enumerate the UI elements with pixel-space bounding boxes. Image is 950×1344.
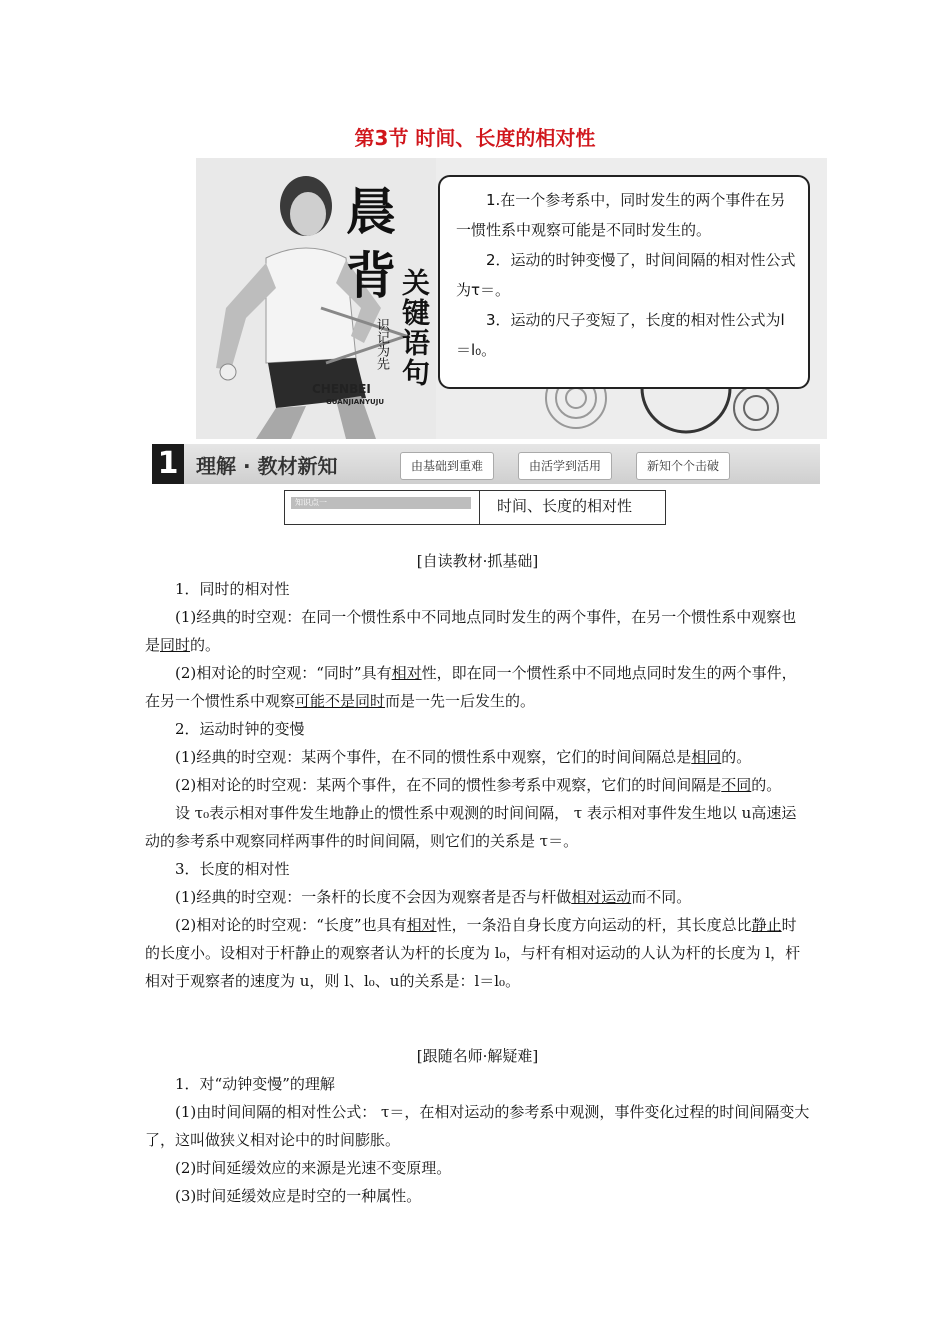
key-point-3: 3．运动的尺子变短了，长度的相对性公式为l＝l₀。 — [456, 311, 785, 359]
fill-answer: 同时 — [160, 636, 191, 654]
knowledge-box-divider — [479, 491, 480, 524]
section-number: 1 — [152, 444, 184, 484]
text: 的。 — [751, 776, 782, 794]
fill-answer: 相对 — [406, 916, 437, 934]
text: (2)相对论的时空观：某两个事件，在不同的惯性参考系中观察，它们的时间间隔是 — [175, 776, 722, 794]
fill-answer: 不同 — [721, 776, 752, 794]
key-points-box — [438, 175, 810, 389]
text: 而不同。 — [631, 888, 692, 906]
subsection-title: 1．同时的相对性 — [175, 580, 290, 598]
self-reading-section — [145, 547, 810, 995]
memorize-first-label: 识记为先 — [374, 318, 389, 370]
key-point-2: 2．运动的时钟变慢了，时间间隔的相对性公式为τ＝。 — [456, 251, 796, 299]
fill-answer: 相同 — [691, 748, 722, 766]
paragraph: (2)时间延缓效应的来源是光速不变原理。 — [175, 1159, 452, 1177]
morning-recitation-banner — [196, 158, 827, 439]
text: 的。 — [721, 748, 752, 766]
section-header-bar — [152, 444, 820, 484]
teacher-guidance-section — [145, 1042, 810, 1210]
paragraph — [145, 911, 810, 995]
key-sentences-label: 关键语句 — [398, 268, 431, 388]
big-char-chen: 晨 — [346, 183, 396, 241]
text: (1)经典的时空观：某两个事件，在不同的惯性系中观察，它们的时间间隔总是 — [175, 748, 692, 766]
text: 时的长度小。设相对于杆静止的观察者认为杆的长度为 l₀，与杆有相对运动的人认为杆的长度为 l，杆相对于观察者的速度为 u，则 l、l₀、u的关系是：l＝l₀。 — [145, 916, 801, 990]
fill-answer: 静止 — [751, 916, 782, 934]
paragraph — [145, 883, 810, 911]
text: (1)经典的时空观：一条杆的长度不会因为观察者是否与杆做 — [175, 888, 572, 906]
subsection-title: 2．运动时钟的变慢 — [175, 720, 305, 738]
self-reading-heading: [自读教材·抓基础] — [416, 552, 539, 570]
knowledge-point-box — [284, 490, 666, 525]
learn-to-apply-button[interactable]: 由活学到活用 — [518, 452, 612, 480]
text: (2)相对论的时空观：“同时”具有 — [175, 664, 392, 682]
subsection-title: 1．对“动钟变慢”的理解 — [175, 1075, 335, 1093]
paragraph — [145, 659, 810, 715]
paragraph — [145, 771, 810, 799]
chenbei-label: CHENBEI — [312, 382, 371, 396]
section-title: 理解 · 教材新知 — [196, 454, 338, 478]
break-through-button[interactable]: 新知个个击破 — [636, 452, 730, 480]
page-title: 第3节 时间、长度的相对性 — [354, 126, 596, 150]
fill-answer: 相对 — [391, 664, 422, 682]
knowledge-point-tag: 知识点一 — [291, 497, 471, 509]
paragraph: (3)时间延缓效应是时空的一种属性。 — [175, 1187, 422, 1205]
text: 性，一条沿自身长度方向运动的杆，其长度总比 — [436, 916, 752, 934]
teacher-guidance-heading: [跟随名师·解疑难] — [416, 1047, 539, 1065]
paragraph: 设 τ₀表示相对事件发生地静止的惯性系中观测的时间间隔， τ 表示相对事件发生地以 u高速运动的参考系中观察同样两事件的时间间隔，则它们的关系是 τ＝。 — [145, 804, 797, 850]
key-point-1: 1.在一个参考系中，同时发生的两个事件在另一惯性系中观察可能是不同时发生的。 — [456, 191, 786, 239]
text: 的。 — [190, 636, 221, 654]
text: 而是一先一后发生的。 — [385, 692, 536, 710]
text: 性，即在同一个惯性系中不同地点同时发生的两个事件，在另一个惯性系中观察 — [145, 664, 797, 710]
big-char-bei: 背 — [346, 247, 396, 305]
text: (1)经典的时空观：在同一个惯性系中不同地点同时发生的两个事件，在另一个惯性系中观察也是 — [145, 608, 797, 654]
guanjianyuju-label: GUANJIANYUJU — [326, 398, 385, 406]
fill-answer: 相对运动 — [571, 888, 632, 906]
paragraph: (1)由时间间隔的相对性公式： τ＝，在相对运动的参考系中观测，事件变化过程的时间间隔变大了，这叫做狭义相对论中的时间膨胀。 — [145, 1103, 810, 1149]
paragraph — [145, 603, 810, 659]
knowledge-point-title: 时间、长度的相对性 — [497, 497, 633, 515]
fill-answer: 可能不是同时 — [295, 692, 386, 710]
subsection-title: 3．长度的相对性 — [175, 860, 290, 878]
paragraph — [145, 743, 810, 771]
text: (2)相对论的时空观：“长度”也具有 — [175, 916, 407, 934]
basic-to-hard-button[interactable]: 由基础到重难 — [400, 452, 494, 480]
